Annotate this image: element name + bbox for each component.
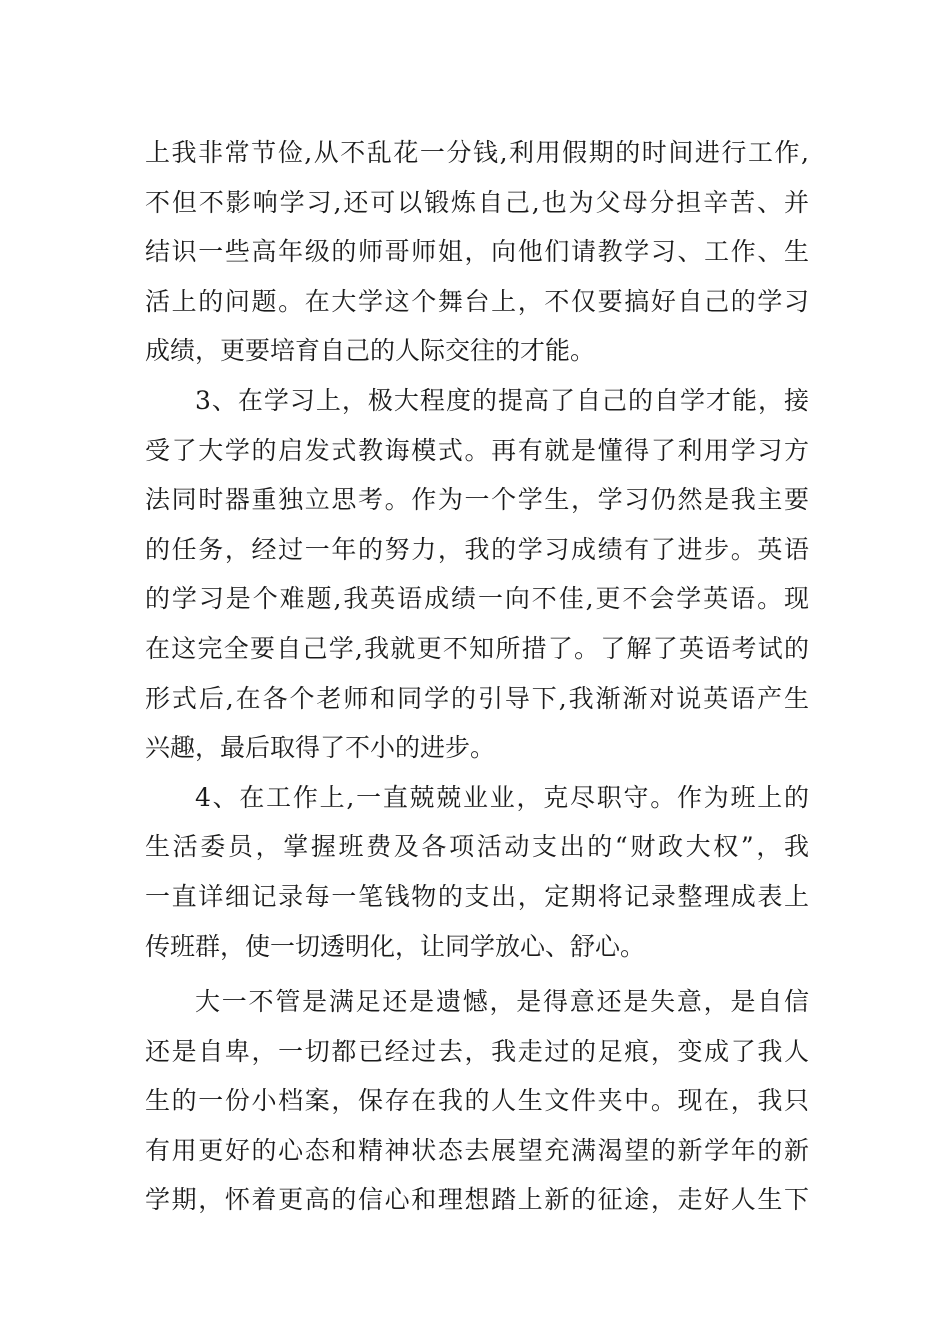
text-line: 形式后,在各个老师和同学的引导下,我渐渐对说英语产生 (145, 683, 809, 713)
text-line: 生的一份小档案，保存在我的人生文件夹中。现在，我只 (145, 1086, 809, 1116)
text-line: 的学习是个难题,我英语成绩一向不佳,更不会学英语。现 (145, 584, 809, 614)
text-line: 4、在工作上,一直兢兢业业，克尽职守。作为班上的 (195, 782, 809, 812)
text-line: 不但不影响学习,还可以锻炼自己,也为父母分担辛苦、并 (145, 187, 809, 217)
text-line: 学期，怀着更高的信心和理想踏上新的征途，走好人生下 (145, 1185, 809, 1215)
text-line: 受了大学的启发式教诲模式。再有就是懂得了利用学习方 (145, 435, 809, 465)
document-body (145, 128, 809, 1225)
text-line: 大一不管是满足还是遗憾，是得意还是失意，是自信 (195, 987, 809, 1017)
text-line: 的任务，经过一年的努力，我的学习成绩有了进步。英语 (145, 534, 809, 564)
text-line: 生活委员，掌握班费及各项活动支出的“财政大权”，我 (145, 832, 809, 862)
text-line: 有用更好的心态和精神状态去展望充满渴望的新学年的新 (145, 1135, 809, 1165)
text-line: 3、在学习上，极大程度的提高了自己的自学才能，接 (195, 385, 809, 415)
text-line: 在这完全要自己学,我就更不知所措了。了解了英语考试的 (145, 633, 809, 663)
text-line: 法同时器重独立思考。作为一个学生，学习仍然是我主要 (145, 485, 809, 515)
text-line: 一直详细记录每一笔钱物的支出，定期将记录整理成表上 (145, 881, 809, 911)
text-line: 成绩，更要培育自己的人际交往的才能。 (145, 336, 596, 366)
text-line: 还是自卑，一切都已经过去，我走过的足痕，变成了我人 (145, 1036, 809, 1066)
text-line: 结识一些高年级的师哥师姐，向他们请教学习、工作、生 (145, 237, 809, 267)
text-line: 活上的问题。在大学这个舞台上，不仅要搞好自己的学习 (145, 286, 809, 316)
text-line: 传班群，使一切透明化，让同学放心、舒心。 (145, 931, 646, 961)
text-line: 上我非常节俭,从不乱花一分钱,利用假期的时间进行工作, (145, 138, 809, 167)
text-line: 兴趣，最后取得了不小的进步。 (145, 733, 496, 763)
